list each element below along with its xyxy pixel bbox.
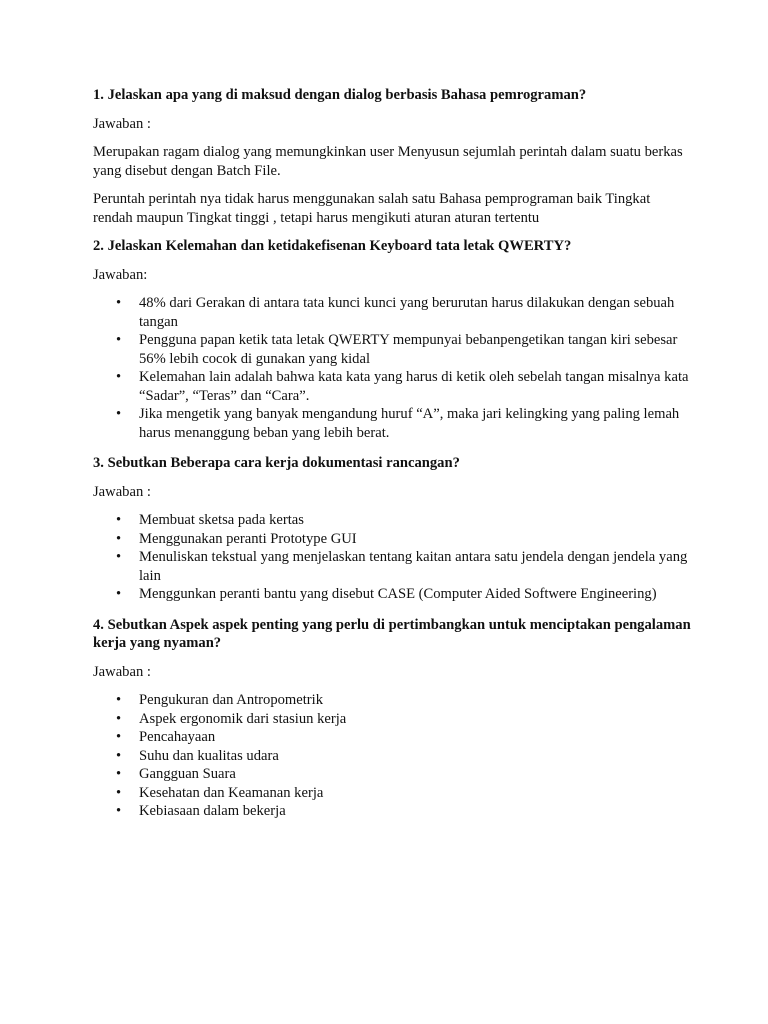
bullet-icon: • <box>116 729 122 745</box>
question-1: 1. Jelaskan apa yang di maksud dengan dialog berbasis Bahasa pemrograman? <box>93 87 587 103</box>
section-3 <box>93 454 693 604</box>
bullet-icon: • <box>116 586 122 602</box>
list-item-text: Membuat sketsa pada kertas <box>139 512 304 528</box>
list-item <box>93 765 693 784</box>
bullet-icon: • <box>116 710 122 727</box>
answer-1-paragraph-1: Merupakan ragam dialog yang memungkinkan user Menyusun sejumlah perintah dalam suatu berkas yang disebut dengan Batch File. <box>93 144 683 179</box>
list-item-text: Menuliskan tekstual yang menjelaskan tentang kaitan antara satu jendela dengan jendela yang lain <box>139 549 688 584</box>
bullet-icon: • <box>116 692 122 708</box>
list-item-text: Menggunkan peranti bantu yang disebut CASE (Computer Aided Softwere Engineering) <box>139 586 657 602</box>
list-item-text: Kesehatan dan Keamanan kerja <box>139 784 324 801</box>
answer-1-paragraph-2: Peruntah perintah nya tidak harus menggunakan salah satu Bahasa pemprograman baik Tingkat rendah maupun Tingkat tinggi , tetapi harus mengikuti aturan aturan tertentu <box>93 191 651 226</box>
list-item <box>93 331 693 368</box>
bullet-icon: • <box>116 747 122 764</box>
list-item-text: Gangguan Suara <box>139 766 236 782</box>
list-item-text: Pencahayaan <box>139 729 216 745</box>
list-item <box>93 747 693 766</box>
section-1 <box>93 86 693 227</box>
list-item <box>93 294 693 331</box>
question-2: 2. Jelaskan Kelemahan dan ketidakefisenan Keyboard tata letak QWERTY? <box>93 238 572 254</box>
list-item-text: Pengguna papan ketik tata letak QWERTY mempunyai bebanpengetikan tangan kiri sebesar 56% lebih cocok di gunakan yang kidal <box>139 332 678 367</box>
answer-3-list <box>93 511 693 604</box>
section-4 <box>93 616 693 821</box>
list-item <box>93 405 693 442</box>
question-3: 3. Sebutkan Beberapa cara kerja dokumentasi rancangan? <box>93 455 460 471</box>
bullet-icon: • <box>116 803 122 819</box>
list-item <box>93 728 693 747</box>
answer-label-1: Jawaban : <box>93 115 151 132</box>
list-item-text: Aspek ergonomik dari stasiun kerja <box>139 710 347 727</box>
list-item <box>93 511 693 530</box>
answer-label-3: Jawaban : <box>93 483 151 500</box>
list-item <box>93 548 693 585</box>
bullet-icon: • <box>116 369 122 385</box>
list-item <box>93 368 693 405</box>
answer-label-2: Jawaban: <box>93 266 148 283</box>
list-item <box>93 784 693 803</box>
bullet-icon: • <box>116 295 122 311</box>
answer-2-list <box>93 294 693 442</box>
list-item-text: Kebiasaan dalam bekerja <box>139 803 286 819</box>
section-2 <box>93 237 693 442</box>
list-item-text: Jika mengetik yang banyak mengandung huruf “A”, maka jari kelingking yang paling lemah harus menanggung beban yang lebih berat. <box>139 406 680 441</box>
bullet-icon: • <box>116 766 122 782</box>
list-item <box>93 802 693 821</box>
document-page <box>93 86 693 833</box>
bullet-icon: • <box>116 530 122 547</box>
question-4: 4. Sebutkan Aspek aspek penting yang perlu di pertimbangkan untuk menciptakan pengalaman kerja yang nyaman? <box>93 616 691 651</box>
list-item-text: Menggunakan peranti Prototype GUI <box>139 530 357 547</box>
bullet-icon: • <box>116 512 122 528</box>
list-item-text: Pengukuran dan Antropometrik <box>139 692 324 708</box>
answer-4-list <box>93 691 693 821</box>
list-item-text: Kelemahan lain adalah bahwa kata kata yang harus di ketik oleh sebelah tangan misalnya kata “Sadar”, “Teras” dan “Cara”. <box>139 369 689 404</box>
list-item <box>93 530 693 549</box>
bullet-icon: • <box>116 332 122 348</box>
list-item-text: 48% dari Gerakan di antara tata kunci kunci yang berurutan harus dilakukan dengan sebuah tangan <box>139 295 675 330</box>
bullet-icon: • <box>116 784 122 801</box>
list-item <box>93 585 693 604</box>
bullet-icon: • <box>116 549 122 565</box>
bullet-icon: • <box>116 406 122 422</box>
list-item-text: Suhu dan kualitas udara <box>139 747 279 764</box>
answer-label-4: Jawaban : <box>93 663 151 680</box>
list-item <box>93 710 693 729</box>
list-item <box>93 691 693 710</box>
